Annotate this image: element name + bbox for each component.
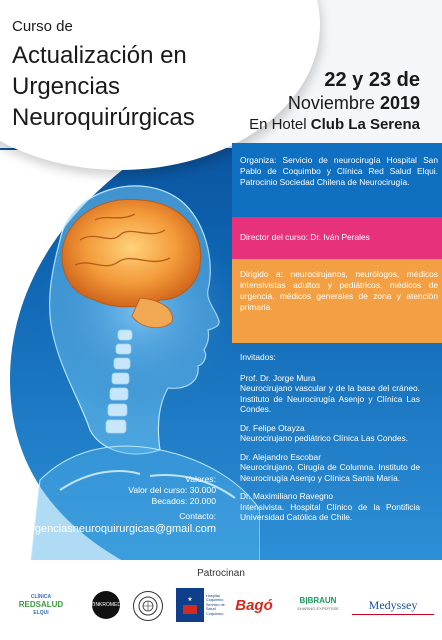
guest-desc: Neurocirujano vascular y de la base del cráneo. Instituto de Neurocirugía Asenjo y Clínica Las Condes. <box>240 383 420 414</box>
zinkromed-logo <box>92 591 120 619</box>
redsalud-sub2: ELQUI <box>33 610 49 616</box>
director-band <box>232 217 442 259</box>
contacto-section <box>25 511 216 536</box>
patrocinan-label: Patrocinan <box>197 568 245 579</box>
valor-becados: Becados: 20.000 <box>151 496 216 506</box>
guest-item <box>240 423 420 444</box>
date-days: 22 y 23 de <box>324 69 420 91</box>
medyssey-text: Medyssey <box>368 597 418 612</box>
guest-item <box>240 491 420 523</box>
zinkromed-text: ZINKROMED <box>91 602 121 608</box>
course-title <box>12 40 195 133</box>
title-line: Actualización en <box>12 42 187 69</box>
invitados-section <box>240 352 420 531</box>
redsalud-sub1: CLÍNICA <box>30 594 52 600</box>
society-seal-logo <box>133 591 163 621</box>
event-date <box>249 68 420 136</box>
head-illustration <box>0 150 260 570</box>
guest-item <box>240 373 420 415</box>
bago-logo <box>228 590 280 620</box>
seal-icon <box>137 595 159 617</box>
bbraun-sub: SHARING EXPERTISE <box>297 606 339 611</box>
organiza-text: Organiza: Servicio de neurocirugía Hospital San Pablo de Coquimbo y Clínica Red Salud Elqui. Patrocinio Sociedad Chilena de Neurocirugía. <box>240 155 438 187</box>
sponsors-footer <box>0 560 442 640</box>
guest-name: Dr. Alejandro Escobar <box>240 451 322 462</box>
dirigido-text: Dirigido a: neurocirujanos, neurólogos, médicos intensivistas adultos y pediátricos, médicos de urgencia, médicos generales de zona y atención primaria. <box>240 269 438 312</box>
title-line: Urgencias <box>12 73 121 100</box>
flag-stripe <box>183 605 197 614</box>
guest-desc: Intensivista. Hospital Clínico de la Pontificia Universidad Católica de Chile. <box>240 501 420 522</box>
valores-section <box>128 474 216 507</box>
invitados-heading: Invitados: <box>240 352 276 362</box>
bago-text: Bagó <box>235 596 273 614</box>
date-year: 2019 <box>379 93 420 113</box>
star-icon: ★ <box>187 597 193 603</box>
dirigido-band <box>232 259 442 343</box>
venue-prefix: En Hotel <box>249 116 307 133</box>
guest-desc: Neurocirujano, Cirugía de Columna. Instituto de Neurocirugía Asenjo y Clínica Santa María. <box>240 462 420 483</box>
hospital-coquimbo-text: Hospital Coquimbo Servicio de Salud Coquimbo <box>206 593 225 616</box>
redsalud-text: REDSALUD <box>18 600 64 609</box>
director-text: Director del curso: Dr. Iván Perales <box>240 232 370 242</box>
title-line: Neuroquirúrgicas <box>12 104 195 131</box>
date-month: Noviembre <box>287 93 375 113</box>
organiza-band <box>232 143 442 219</box>
guest-desc: Neurocirujano pediátrico Clínica Las Condes. <box>240 433 409 443</box>
sponsor-logos <box>0 584 442 628</box>
pre-title: Curso de <box>12 18 73 35</box>
bbraun-logo <box>288 590 348 620</box>
medyssey-logo <box>352 596 434 615</box>
venue-name: Club La Serena <box>310 116 420 133</box>
guest-item <box>240 452 420 484</box>
redsalud-logo <box>10 590 72 620</box>
gobierno-logo <box>176 588 204 622</box>
guest-name: Dr. Felipe Otayza <box>240 422 305 433</box>
contacto-heading: Contacto: <box>179 511 216 521</box>
valores-heading: Valores: <box>185 474 216 484</box>
guest-name: Prof. Dr. Jorge Mura <box>240 372 316 383</box>
guest-name: Dr. Maximiliano Ravegno <box>240 491 334 501</box>
valor-curso: Valor del curso: 30.000 <box>128 485 216 495</box>
bbraun-text: B|BRAUN <box>299 596 337 605</box>
contact-email[interactable]: urgenciasneuroquirurgicas@gmail.com <box>25 523 216 535</box>
